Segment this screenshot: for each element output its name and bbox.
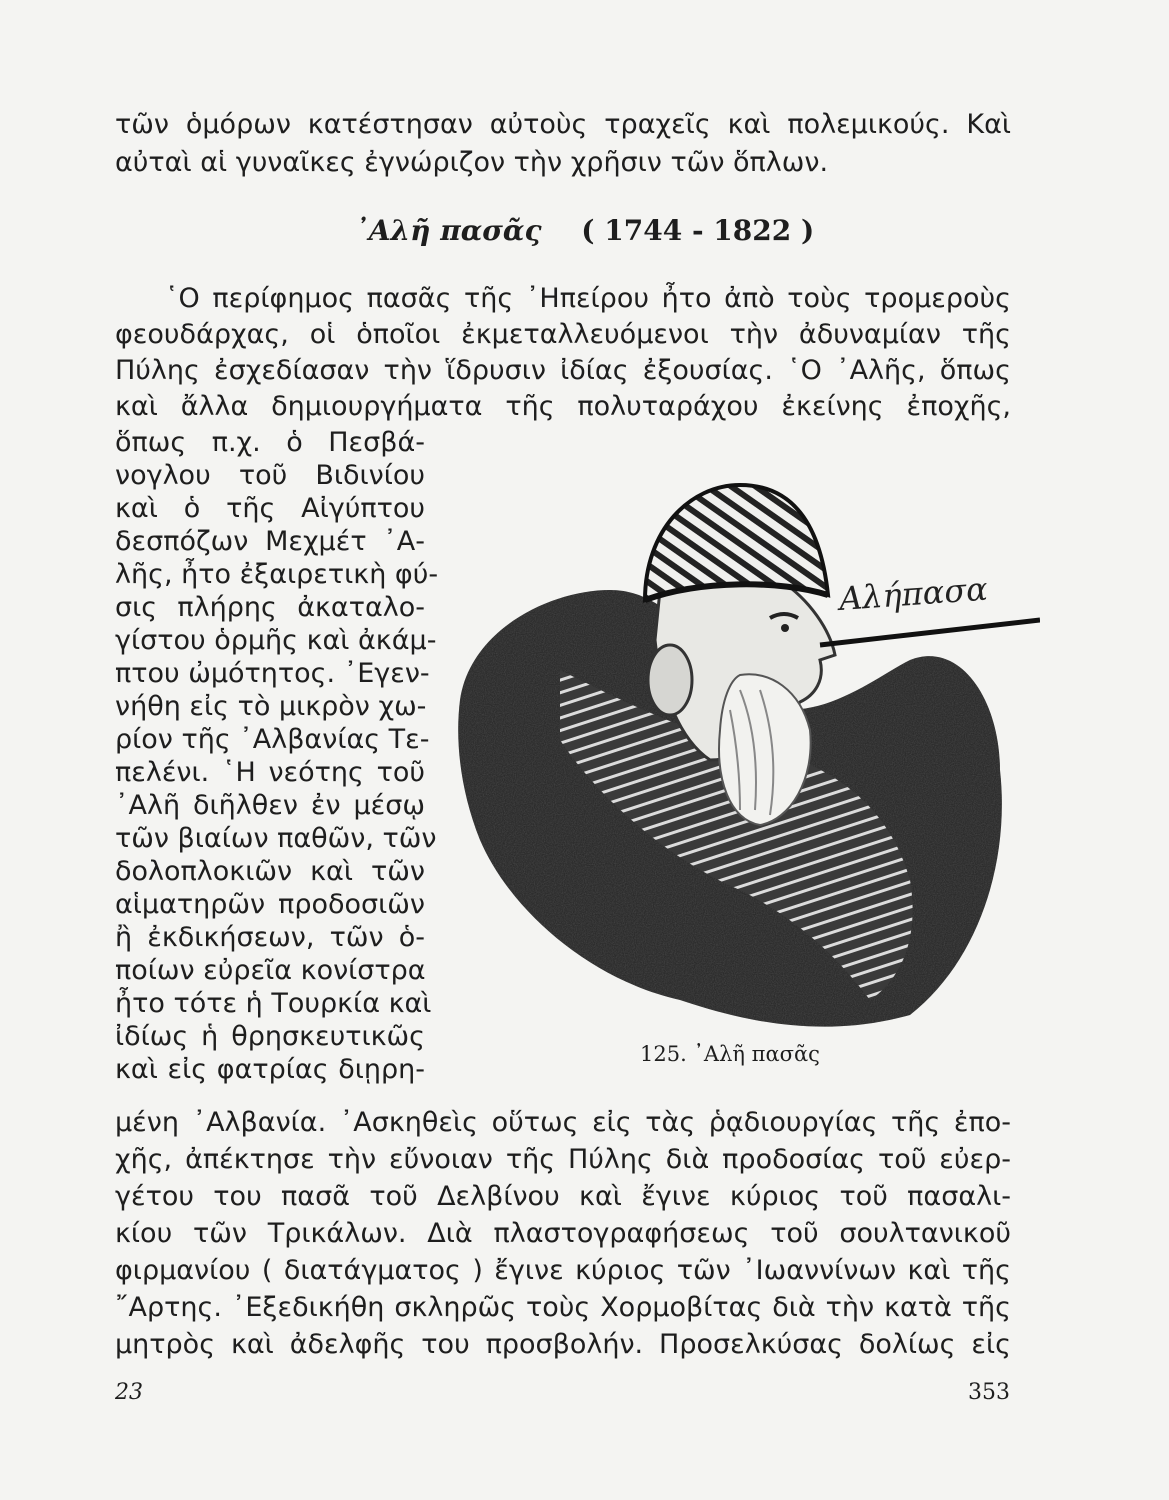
column-line: πτου ὠμότητος. ᾿Εγεν- [115, 658, 430, 689]
column-line: ποίων εὐρεῖα κονίστρα [115, 955, 426, 986]
column-line: δεσπόζων Μεχμέτ ᾿Α- [115, 526, 425, 557]
body-line: κίου τῶν Τρικάλων. Διὰ πλαστογραφήσεως τοῦ σουλτανικοῦ [115, 1218, 1011, 1249]
column-line: γίστου ὁρμῆς καὶ ἀκάμ- [115, 625, 437, 656]
body-line: φιρμανίου ( διατάγματος ) ἔγινε κύριος τῶν ᾿Ιωαννίνων καὶ τῆς [115, 1255, 1011, 1286]
portrait-illustration [440, 440, 1040, 1040]
signature-text: Αλήπασα [837, 569, 989, 618]
body-line: Πύλης ἐσχεδίασαν τὴν ἵδρυσιν ἰδίας ἐξουσίας. ῾Ο ᾿Αλῆς, ὅπως [115, 355, 1011, 386]
column-line: ρίον τῆς ᾿Αλβανίας Τε- [115, 724, 430, 755]
column-line: νογλου τοῦ Βιδινίου [115, 460, 425, 491]
column-line: σις πλήρης ἀκαταλο- [115, 592, 425, 623]
body-line: φεουδάρχας, οἱ ὁποῖοι ἐκμεταλλευόμενοι τὴν ἀδυναμίαν τῆς [115, 319, 1011, 350]
column-line: λῆς, ἦτο ἐξαιρετικὴ φύ- [115, 559, 439, 590]
column-line: καὶ ὁ τῆς Αἰγύπτου [115, 493, 425, 524]
column-line: ἦτο τότε ἡ Τουρκία καὶ [115, 988, 432, 1019]
body-line: χῆς, ἀπέκτησε τὴν εὔνοιαν τῆς Πύλης διὰ προδοσίας τοῦ εὐερ- [115, 1144, 1011, 1175]
body-line: αὐταὶ αἱ γυναῖκες ἐγνώριζον τὴν χρῆσιν τῶν ὅπλων. [115, 147, 829, 178]
body-line: μένη ᾿Αλβανία. ᾿Ασκηθεὶς οὕτως εἰς τὰς ῥᾳδιουργίας τῆς ἐπο- [115, 1107, 1011, 1138]
heading-title: ᾿Αλῆ πασᾶς [354, 214, 542, 247]
column-line: ὅπως π.χ. ὁ Πεσβά- [115, 427, 425, 458]
figure-caption: 125. ᾿Αλῆ πασᾶς [640, 1042, 820, 1066]
signature-mark: 23 [115, 1380, 143, 1405]
column-line: ἢ ἐκδικήσεων, τῶν ὁ- [115, 922, 425, 953]
section-heading [0, 214, 1169, 247]
body-line: ῎Αρτης. ᾿Εξεδικήθη σκληρῶς τοὺς Χορμοβίτας διὰ τὴν κατὰ τῆς [115, 1292, 1011, 1323]
page-number: 353 [968, 1380, 1010, 1405]
body-line: τῶν ὁμόρων κατέστησαν αὐτοὺς τραχεῖς καὶ πολεμικούς. Καὶ [115, 109, 1011, 140]
body-line: γέτου του πασᾶ τοῦ Δελβίνου καὶ ἔγινε κύριος τοῦ πασαλι- [115, 1181, 1011, 1212]
column-line: ᾿Αλῆ διῆλθεν ἐν μέσῳ [115, 790, 425, 821]
column-line: νήθη εἰς τὸ μικρὸν χω- [115, 691, 427, 722]
column-line: ἰδίως ἡ θρησκευτικῶς [115, 1021, 425, 1052]
column-line: τῶν βιαίων παθῶν, τῶν [115, 823, 437, 854]
column-line: καὶ εἰς φατρίας διῃρη- [115, 1054, 425, 1085]
body-line: μητρὸς καὶ ἀδελφῆς του προσβολήν. Προσελκύσας δολίως εἰς [115, 1329, 1011, 1360]
column-line: πελένι. ῾Η νεότης τοῦ [115, 757, 425, 788]
heading-dates: ( 1744 - 1822 ) [581, 214, 815, 247]
body-line: καὶ ἄλλα δημιουργήματα τῆς πολυταράχου ἐκείνης ἐποχῆς, [115, 391, 1011, 422]
column-line: αἱματηρῶν προδοσιῶν [115, 889, 425, 920]
body-line: ῾Ο περίφημος πασᾶς τῆς ᾿Ηπείρου ἦτο ἀπὸ τοὺς τρομερoὺς [165, 283, 1011, 314]
column-line: δολοπλοκιῶν καὶ τῶν [115, 856, 425, 887]
